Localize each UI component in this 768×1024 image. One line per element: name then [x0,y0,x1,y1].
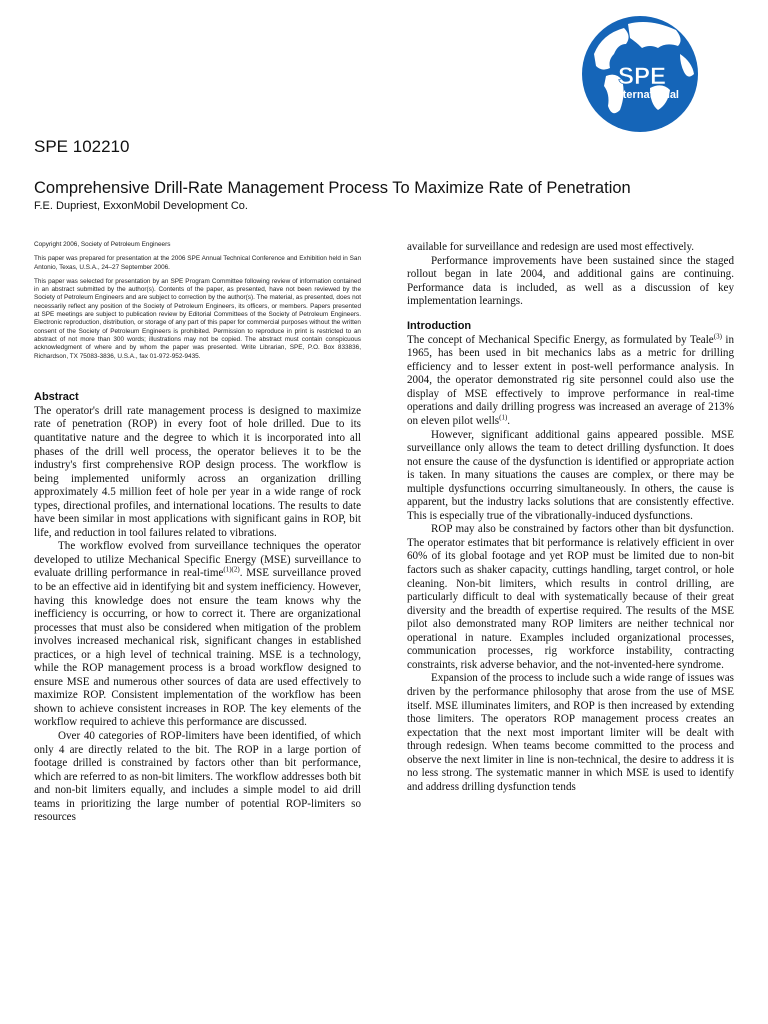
logo-spe-text: SPE [617,63,667,90]
copyright-notice: Copyright 2006, Society of Petroleum Engineers [34,241,171,248]
citation-1: (1) [499,413,508,422]
intro-p1-text-c: . [507,415,511,428]
globe-icon [580,14,700,134]
intro-p1-text-b: in 1965, has been used in bit mechanics labs as a metric for drilling efficiency and to lesser extent in post-well performance analysis. In 2004, the operator demonstrated rig site personnel could also use the display of MSE effectively to improve performance in real-time operations and daily drilling progress was increased an average of 213% on eleven pilot wells [407,333,734,428]
paper-authors: F.E. Dupriest, ExxonMobil Development Co. [34,200,248,212]
abstract-paragraph-1: The operator's drill rate management process is designed to maximize rate of penetration (ROP) in every foot of hole drilled. Due to its quantitative nature and the degree to which it is incorporated into all phases of the drill well process, the operator believes it to be the industry's first comprehensive ROP design process. The workflow is being implemented uniformly across an organization drilling approximately 4.5 million feet of hole per year in a wide range of rock types, directional profiles, and international locations. The results to date have been similar in most applications with significant gains in ROP, bit life, and reduction in tool failures related to vibrations. [34,404,361,539]
citation-3: (3) [713,332,722,341]
introduction-heading: Introduction [407,319,472,332]
abstract-paragraph-3: Over 40 categories of ROP-limiters have been identified, of which only 4 are directly related to the bit. The ROP in a large portion of footage drilled is constrained by factors other than bit performance, which are referred to as non-bit limiters. The workflow addresses both bit and non-bit limiters equally, and includes a simple model to aid drill teams in prioritizing the large number of potential ROP-limiters so resources [34,729,361,824]
abstract-paragraph-2 [34,540,361,730]
logo-international-text: International [612,89,680,101]
spe-international-logo [580,14,700,134]
presentation-notice: This paper was prepared for presentation at the 2006 SPE Annual Technical Conference and Exhibition held in San Antonio, Texas, U.S.A., 24–27 September 2006. [34,255,361,271]
introduction-paragraph-2: However, significant additional gains appeared possible. MSE surveillance only allows the team to detect drilling dysfunction. It does not ensure the cause of the dysfunction is identified or appropriate action is taken. In many situations the causes are complex, or there may be multiple dysfunctions occurring simultaneously. In others, the cause is apparent, but the industry lacks solutions that are consistently effective. This is especially true of the vibrationally-induced dysfunctions. [407,428,734,522]
left-column [34,241,361,825]
paper-title: Comprehensive Drill-Rate Management Process To Maximize Rate of Penetration [34,179,631,197]
abstract-paragraph-3-continued: available for surveillance and redesign are used most effectively. [407,241,695,253]
right-column [407,241,734,794]
citation-1-2: (1)(2) [223,565,240,574]
selection-notice: This paper was selected for presentation by an SPE Program Committee following review of information contained in an abstract submitted by the author(s). Contents of the paper, as presented, have not been reviewed by the Society of Petroleum Engineers and are subject to correction by the author(s). The material, as presented, does not necessarily reflect any position of the Society of Petroleum Engineers, its officers, or members. Papers presented at SPE meetings are subject to publication review by Editorial Committees of the Society of Petroleum Engineers. Electronic reproduction, distribution, or storage of any part of this paper for commercial purposes without the written consent of the Society of Petroleum Engineers is prohibited. Permission to reproduce in print is restricted to an abstract of not more than 300 words; illustrations may not be copied. The abstract must contain conspicuous acknowledgment of where and by whom the paper was presented. Write Librarian, SPE, P.O. Box 833836, Richardson, TX 75083-3836, U.S.A., fax 01-972-952-9435. [34,277,361,360]
introduction-paragraph-4: Expansion of the process to include such a wide range of issues was driven by the performance philosophy that arose from the use of MSE itself. MSE illuminates limiters, and ROP is then increased by extending those limiters. The operators ROP management process creates an expectation that the next most important limiter will be dealt with through redesign. When teams become committed to the process and observe the next limiter in line is non-technical, the desire to address it is no less strong. The systematic manner in which MSE is used to identify and address drilling dysfunction tends [407,672,734,793]
abstract-paragraph-4: Performance improvements have been sustained since the staged rollout began in late 2004, and additional gains are continuing. Performance data is included, as well as a discussion of key implementation learnings. [407,254,734,308]
introduction-paragraph-1 [407,334,734,429]
paper-id: SPE 102210 [34,137,130,156]
abstract-heading: Abstract [34,390,79,403]
introduction-paragraph-3: ROP may also be constrained by factors other than bit dysfunction. The operator estimates that bit performance is relatively efficient in over 60% of its global footage and yet ROP must be limited due to non-bit factors such as shaker capacity, cuttings handling, target control, or hole cleaning. Non-bit limiters, which results in control drilling, are particularly difficult to deal with systematically because of their great diversity and the breadth of expertise required. The results of the MSE pilot also demonstrated many ROP limiters are neither technical nor operational in nature. Examples included organizational processes, communication processes, rig workforce instability, contracting constraints, risk adverse behavior, and the not-invented-here syndrome. [407,523,734,671]
intro-p1-text-a: The concept of Mechanical Specific Energy, as formulated by Teale [407,333,714,346]
abstract-p2-text-b: . MSE surveillance proved to be an effective aid in identifying bit and system inefficiency. However, having this knowledge does not ensure the team knows why the inefficiency is occurring, or how to correct it. There are organizational processes that must also be considered when mitigation of the problem involves increased mechanical risk, significant changes in established practices, or a high level of technical training. MSE is a technology, while the ROP management process is a broad workflow designed to ensure MSE and numerous other sources of data are used effectively to maximize ROP. Consistent implementation of the workflow has been shown to achieve consistent increases in ROP. The key elements of the workflow required to achieve this performance are discussed. [34,567,361,729]
abstract-p2-text-a: The workflow evolved from surveillance techniques the operator developed to utilize Mechanical Specific Energy (MSE) surveillance to evaluate drilling performance in real-time [34,540,361,580]
